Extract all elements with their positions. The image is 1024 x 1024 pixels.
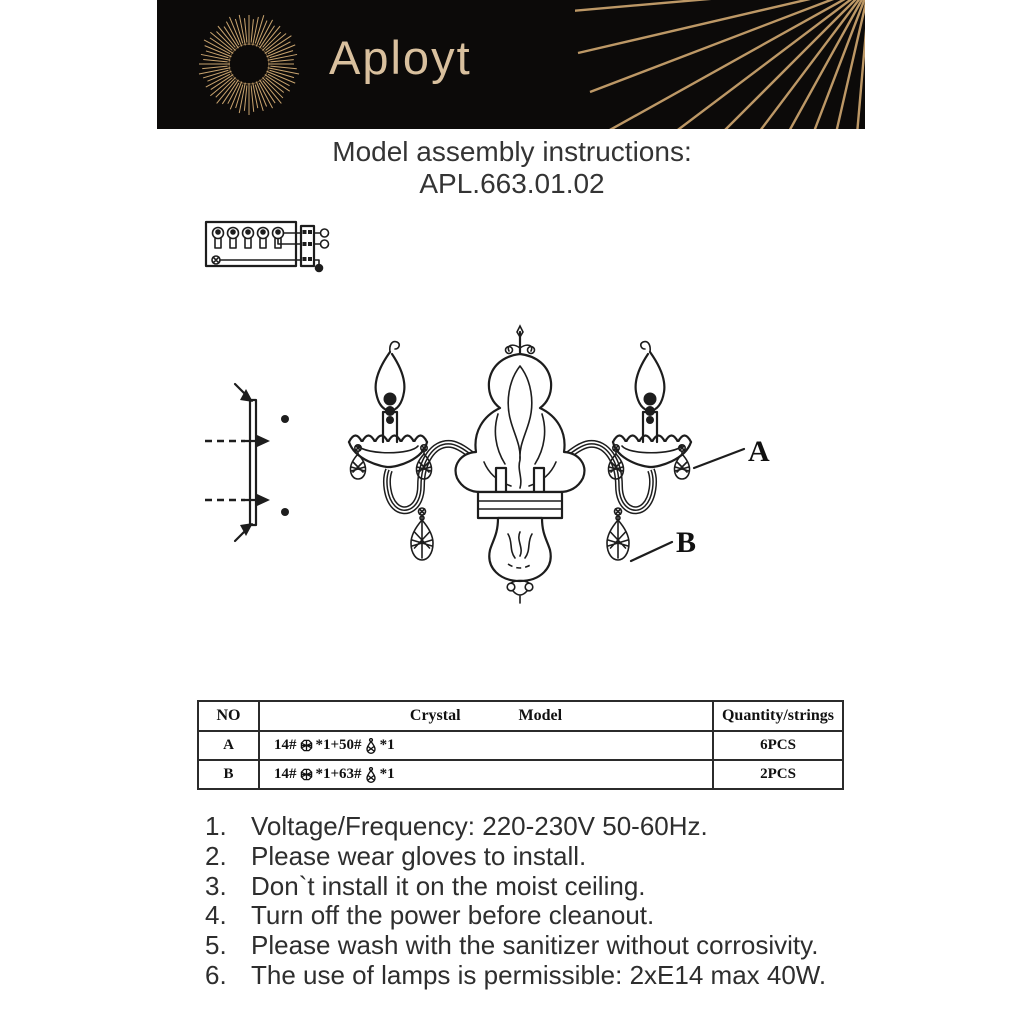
quantity-value: 2PCS: [713, 760, 843, 789]
column-header-model: [259, 701, 713, 731]
wiring-diagram: [202, 214, 330, 278]
sconce-assembly-drawing: [195, 318, 815, 630]
quantity-value: 6PCS: [713, 731, 843, 760]
row-label: B: [198, 760, 259, 789]
instruction-item: 1. Voltage/Frequency: 220-230V 50-60Hz.: [205, 811, 708, 841]
instruction-item: 6. The use of lamps is permissible: 2xE14 max 40W.: [205, 959, 827, 990]
table-row: [198, 760, 843, 789]
callout-label-a: A: [748, 435, 770, 468]
brand-banner: [157, 0, 865, 129]
brand-name: Aployt: [329, 31, 472, 84]
parts-table: [197, 700, 844, 790]
backplate-drawing: [456, 326, 585, 603]
row-label: A: [198, 731, 259, 760]
sunburst-logo-icon: [193, 8, 305, 120]
wall-bracket-drawing: [205, 384, 289, 541]
instruction-list: [197, 812, 887, 991]
column-header-quantity: Quantity/strings: [713, 701, 843, 731]
octagon-crystal-icon: [300, 739, 313, 752]
column-header-model-text: Model: [518, 707, 563, 724]
parts-table-header-row: [198, 701, 843, 731]
instruction-item: 5. Please wash with the sanitizer without corrosivity.: [205, 930, 819, 961]
instruction-item: 2. Please wear gloves to install.: [205, 840, 587, 871]
octagon-crystal-icon: [300, 768, 313, 781]
table-row: [198, 731, 843, 760]
column-header-crystal-text: Crystal: [409, 707, 461, 724]
page-title: Model assembly instructions:: [332, 136, 692, 167]
drop-crystal-icon: [365, 767, 377, 783]
model-number: APL.663.01.02: [419, 168, 605, 199]
column-header-no: NO: [198, 701, 259, 731]
instruction-item: 3. Don`t install it on the moist ceiling.: [205, 870, 646, 901]
callout-label-b: B: [676, 526, 697, 559]
corner-rays-icon: [575, 0, 865, 129]
instruction-item: 4. Turn off the power before cleanout.: [205, 900, 655, 931]
drop-crystal-icon: [365, 738, 377, 754]
crystal-model-spec: 14# *1+63# *1: [274, 766, 395, 782]
crystal-model-spec: 14# *1+50# *1: [274, 737, 395, 753]
